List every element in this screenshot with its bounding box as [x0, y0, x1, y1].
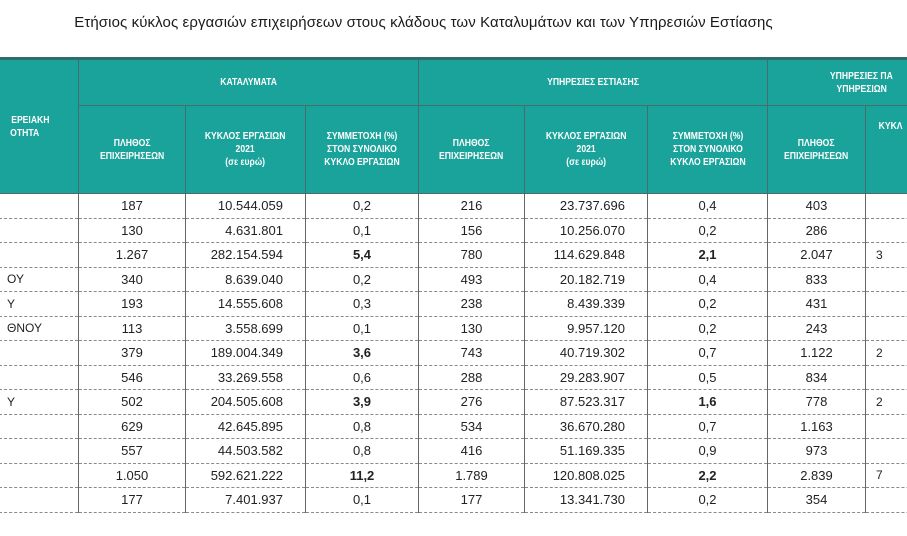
cell-partial-count: 1.122	[768, 341, 866, 366]
cell-partial-count: 403	[768, 194, 866, 219]
table-row	[0, 267, 907, 292]
header-group-food-services-label: ΥΠΗΡΕΣΙΕΣ ΕΣΤΙΑΣΗΣ	[547, 76, 639, 88]
cell-partial-turnover: 2	[866, 390, 907, 415]
cell-food-count: 493	[419, 267, 525, 292]
cell-accommodation-share: 11,2	[306, 463, 419, 488]
header-group-accommodation	[79, 59, 419, 106]
cell-accommodation-turnover: 8.639.040	[186, 267, 306, 292]
cell-accommodation-count: 113	[79, 316, 186, 341]
cell-accommodation-turnover: 7.401.937	[186, 488, 306, 513]
cell-partial-turnover: 2	[866, 341, 907, 366]
cell-accommodation-count: 1.050	[79, 463, 186, 488]
header-e-count-l1: ΠΛΗΘΟΣ	[453, 136, 490, 149]
header-k-turnover-l2: 2021	[235, 143, 256, 155]
cell-partial-turnover	[866, 267, 907, 292]
header-k-share-l2: ΣΤΟΝ ΣΥΝΟΛΙΚΟ	[327, 143, 397, 155]
cell-accommodation-share: 3,6	[306, 341, 419, 366]
cell-accommodation-count: 557	[79, 439, 186, 464]
cell-partial-count: 778	[768, 390, 866, 415]
cell-region: Υ	[0, 292, 79, 317]
cell-accommodation-share: 0,6	[306, 365, 419, 390]
cell-region	[0, 439, 79, 464]
cell-partial-count: 431	[768, 292, 866, 317]
cell-partial-turnover: 3	[866, 243, 907, 268]
cell-region	[0, 243, 79, 268]
header-e-turnover	[525, 106, 648, 194]
header-k-share-l1: ΣΥΜΜΕΤΟΧΗ (%)	[326, 130, 398, 142]
cell-region	[0, 488, 79, 513]
cell-food-count: 216	[419, 194, 525, 219]
table-row	[0, 316, 907, 341]
cell-accommodation-turnover: 33.269.558	[186, 365, 306, 390]
cell-accommodation-count: 502	[79, 390, 186, 415]
table-row	[0, 463, 907, 488]
cell-food-count: 130	[419, 316, 525, 341]
cell-region	[0, 218, 79, 243]
cell-partial-count: 243	[768, 316, 866, 341]
cell-food-share: 2,2	[648, 463, 768, 488]
cell-food-share: 0,5	[648, 365, 768, 390]
cell-accommodation-turnover: 10.544.059	[186, 194, 306, 219]
cell-accommodation-count: 187	[79, 194, 186, 219]
header-region	[0, 59, 79, 194]
cell-region	[0, 463, 79, 488]
header-k-count-l1: ΠΛΗΘΟΣ	[113, 136, 151, 149]
cell-accommodation-share: 0,8	[306, 414, 419, 439]
cell-accommodation-turnover: 282.154.594	[186, 243, 306, 268]
cell-food-turnover: 10.256.070	[525, 218, 648, 243]
table-row	[0, 194, 907, 219]
cell-food-share: 0,4	[648, 194, 768, 219]
cell-food-count: 416	[419, 439, 525, 464]
cell-accommodation-count: 340	[79, 267, 186, 292]
table-row	[0, 414, 907, 439]
cell-partial-count: 833	[768, 267, 866, 292]
cell-accommodation-turnover: 4.631.801	[186, 218, 306, 243]
cell-food-count: 1.789	[419, 463, 525, 488]
cell-food-count: 743	[419, 341, 525, 366]
cell-food-turnover: 51.169.335	[525, 439, 648, 464]
cell-food-count: 177	[419, 488, 525, 513]
cell-partial-turnover	[866, 414, 907, 439]
header-p-count	[768, 106, 866, 194]
cell-accommodation-turnover: 42.645.895	[186, 414, 306, 439]
cell-food-turnover: 114.629.848	[525, 243, 648, 268]
turnover-table	[0, 57, 907, 513]
cell-accommodation-count: 1.267	[79, 243, 186, 268]
cell-partial-count: 2.839	[768, 463, 866, 488]
cell-food-share: 0,2	[648, 292, 768, 317]
cell-region	[0, 414, 79, 439]
cell-food-turnover: 20.182.719	[525, 267, 648, 292]
cell-accommodation-share: 5,4	[306, 243, 419, 268]
table-row	[0, 390, 907, 415]
cell-accommodation-share: 0,1	[306, 218, 419, 243]
cell-food-share: 2,1	[648, 243, 768, 268]
header-e-share-l3: ΚΥΚΛΟ ΕΡΓΑΣΙΩΝ	[669, 156, 746, 168]
cell-partial-turnover	[866, 439, 907, 464]
cell-food-count: 780	[419, 243, 525, 268]
cell-food-turnover: 23.737.696	[525, 194, 648, 219]
cell-food-share: 0,7	[648, 414, 768, 439]
header-e-turnover-l3: (σε ευρώ)	[566, 156, 606, 168]
cell-food-count: 276	[419, 390, 525, 415]
cell-food-turnover: 29.283.907	[525, 365, 648, 390]
cell-food-share: 1,6	[648, 390, 768, 415]
cell-food-turnover: 8.439.339	[525, 292, 648, 317]
cell-food-turnover: 40.719.302	[525, 341, 648, 366]
table-row	[0, 488, 907, 513]
table-row	[0, 292, 907, 317]
cell-accommodation-count: 546	[79, 365, 186, 390]
cell-partial-count: 286	[768, 218, 866, 243]
cell-food-share: 0,2	[648, 218, 768, 243]
header-e-count	[419, 106, 525, 194]
cell-food-turnover: 120.808.025	[525, 463, 648, 488]
cell-accommodation-share: 0,1	[306, 316, 419, 341]
header-k-share-l3: ΚΥΚΛΟ ΕΡΓΑΣΙΩΝ	[324, 156, 400, 168]
table-title	[0, 14, 907, 31]
header-k-turnover	[186, 106, 306, 194]
cell-partial-count: 973	[768, 439, 866, 464]
cell-food-turnover: 9.957.120	[525, 316, 648, 341]
cell-food-share: 0,4	[648, 267, 768, 292]
cell-accommodation-turnover: 204.505.608	[186, 390, 306, 415]
cell-accommodation-turnover: 14.555.608	[186, 292, 306, 317]
header-region-line2: ΟΤΗΤΑ	[10, 126, 40, 139]
cell-region	[0, 365, 79, 390]
cell-partial-turnover	[866, 316, 907, 341]
cell-accommodation-turnover: 592.621.222	[186, 463, 306, 488]
cell-accommodation-count: 130	[79, 218, 186, 243]
cell-food-count: 238	[419, 292, 525, 317]
cell-partial-count: 834	[768, 365, 866, 390]
cell-accommodation-share: 0,8	[306, 439, 419, 464]
cell-partial-turnover	[866, 194, 907, 219]
turnover-table-container	[0, 57, 907, 513]
cell-region: Υ	[0, 390, 79, 415]
header-e-share-l2: ΣΤΟΝ ΣΥΝΟΛΙΚΟ	[672, 143, 743, 155]
cell-accommodation-share: 0,2	[306, 194, 419, 219]
header-group-accommodation-label: ΚΑΤΑΛΥΜΑΤΑ	[220, 76, 277, 88]
cell-accommodation-count: 193	[79, 292, 186, 317]
cell-partial-turnover	[866, 365, 907, 390]
cell-region	[0, 194, 79, 219]
table-body	[0, 194, 907, 513]
cell-partial-turnover	[866, 488, 907, 513]
header-group-partial-line1: ΥΠΗΡΕΣΙΕΣ ΠΑ	[830, 69, 893, 82]
header-p-count-l2: ΕΠΙΧΕΙΡΗΣΕΩΝ	[784, 149, 849, 162]
header-k-share	[306, 106, 419, 194]
cell-region: ΟΥ	[0, 267, 79, 292]
cell-region	[0, 341, 79, 366]
cell-partial-turnover	[866, 218, 907, 243]
cell-partial-turnover: 7	[866, 463, 907, 488]
header-e-count-l2: ΕΠΙΧΕΙΡΗΣΕΩΝ	[439, 149, 504, 162]
header-group-partial	[768, 59, 907, 106]
header-region-line1: ΕΡΕΙΑΚΗ	[11, 113, 50, 126]
header-p-count-l1: ΠΛΗΘΟΣ	[798, 136, 835, 149]
table-row	[0, 218, 907, 243]
table-row	[0, 243, 907, 268]
cell-food-count: 534	[419, 414, 525, 439]
cell-region: ΘΝΟΥ	[0, 316, 79, 341]
table-title-text: Ετήσιος κύκλος εργασιών επιχειρήσεων στους κλάδους των Καταλυμάτων και των Υπηρεσιών Εστίασης	[74, 14, 773, 31]
cell-food-turnover: 36.670.280	[525, 414, 648, 439]
cell-partial-turnover	[866, 292, 907, 317]
cell-food-share: 0,2	[648, 316, 768, 341]
header-e-share	[648, 106, 768, 194]
cell-food-share: 0,7	[648, 341, 768, 366]
table-row	[0, 365, 907, 390]
cell-partial-count: 2.047	[768, 243, 866, 268]
header-p-turnover-partial	[866, 106, 907, 194]
header-k-count	[79, 106, 186, 194]
cell-accommodation-count: 629	[79, 414, 186, 439]
cell-accommodation-share: 0,2	[306, 267, 419, 292]
cell-accommodation-turnover: 189.004.349	[186, 341, 306, 366]
table-row	[0, 439, 907, 464]
cell-food-turnover: 13.341.730	[525, 488, 648, 513]
cell-food-share: 0,2	[648, 488, 768, 513]
header-k-turnover-l1: ΚΥΚΛΟΣ ΕΡΓΑΣΙΩΝ	[205, 130, 286, 142]
cell-food-count: 156	[419, 218, 525, 243]
header-p-turnover-partial-label: ΚΥΚΛ	[878, 120, 903, 132]
cell-accommodation-turnover: 44.503.582	[186, 439, 306, 464]
table-row	[0, 341, 907, 366]
cell-food-turnover: 87.523.317	[525, 390, 648, 415]
header-e-turnover-l1: ΚΥΚΛΟΣ ΕΡΓΑΣΙΩΝ	[545, 130, 627, 142]
header-k-count-l2: ΕΠΙΧΕΙΡΗΣΕΩΝ	[99, 149, 165, 162]
cell-accommodation-share: 0,1	[306, 488, 419, 513]
cell-food-share: 0,9	[648, 439, 768, 464]
cell-food-count: 288	[419, 365, 525, 390]
cell-accommodation-share: 0,3	[306, 292, 419, 317]
cell-accommodation-count: 379	[79, 341, 186, 366]
header-group-food-services	[419, 59, 768, 106]
cell-accommodation-turnover: 3.558.699	[186, 316, 306, 341]
cell-accommodation-share: 3,9	[306, 390, 419, 415]
cell-partial-count: 354	[768, 488, 866, 513]
header-k-turnover-l3: (σε ευρώ)	[225, 156, 266, 168]
cell-partial-count: 1.163	[768, 414, 866, 439]
cell-accommodation-count: 177	[79, 488, 186, 513]
header-e-turnover-l2: 2021	[576, 143, 596, 155]
table-header	[0, 59, 907, 194]
header-group-partial-line2: ΥΠΗΡΕΣΙΩΝ	[836, 82, 887, 95]
header-e-share-l1: ΣΥΜΜΕΤΟΧΗ (%)	[672, 130, 743, 142]
